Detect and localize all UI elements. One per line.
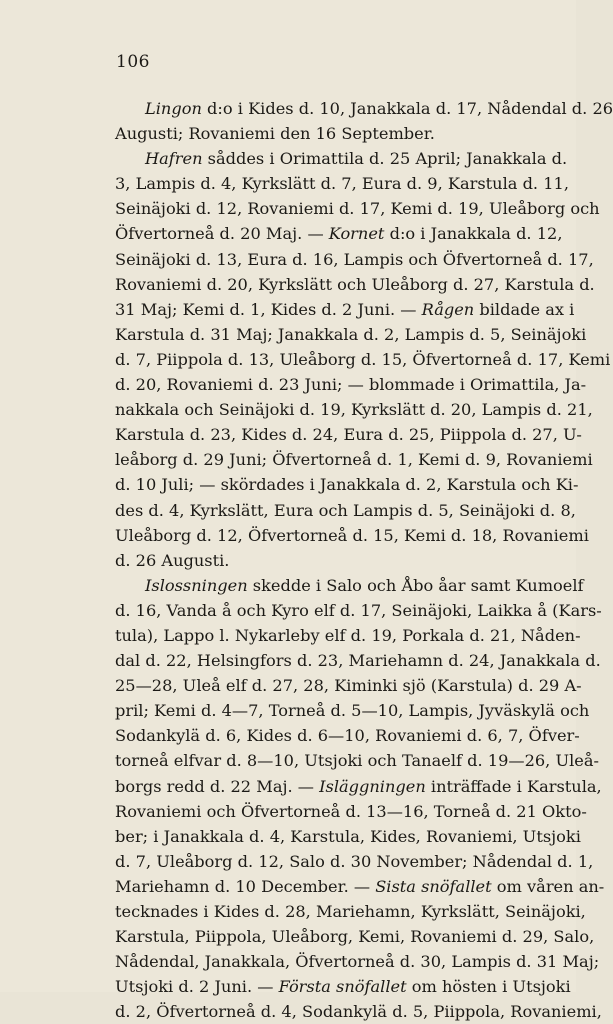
text-run: Utsjoki d. 2 Juni. — — [115, 977, 279, 997]
text-line — [115, 874, 605, 899]
text-line — [115, 372, 587, 397]
text-run: tecknades i Kides d. 28, Mariehamn, Kyrkslätt, Seinäjoki, — [115, 902, 586, 921]
text-run: Rovaniemi och Öfvertorneå d. 13—16, Torneå d. 21 Okto- — [115, 801, 587, 821]
text-run: d. 16, Vanda å och Kyro elf d. 17, Seinäjoki, Laikka å (Kars- — [115, 600, 602, 620]
text-line — [115, 924, 595, 949]
text-line — [115, 447, 593, 472]
italic-heading: Sista snöfallet — [375, 876, 492, 896]
text-run: borgs redd d. 22 Maj. — — [115, 776, 320, 796]
text-run: d:o i Kides d. 10, Janakkala d. 17, Nådendal d. 26 — [201, 99, 613, 118]
text-run: pril; Kemi d. 4—7, Torneå d. 5—10, Lampis, Jyväskylä och — [115, 701, 590, 721]
text-run: Karstula, Piippola, Uleåborg, Kemi, Rovaniemi d. 29, Salo, — [115, 927, 595, 947]
text-line — [115, 949, 600, 974]
text-line — [115, 397, 593, 422]
italic-heading: Första snöfallet — [278, 977, 407, 997]
text-run: Karstula d. 31 Maj; Janakkala d. 2, Lampis d. 5, Seinäjoki — [115, 324, 587, 344]
text-run: d. 26 Augusti. — [115, 550, 230, 570]
text-line — [115, 322, 587, 347]
italic-heading: Kornet — [328, 224, 385, 244]
text-run: 31 Maj; Kemi d. 1, Kides d. 2 Juni. — — [115, 299, 422, 319]
text-line — [115, 221, 563, 246]
text-run: d. 7, Uleåborg d. 12, Salo d. 30 November; Nådendal d. 1, — [115, 851, 594, 871]
text-line — [115, 573, 584, 598]
text-run: såddes i Orimattila d. 25 April; Janakkala d. — [202, 149, 568, 169]
text-line — [115, 121, 557, 146]
page-number: 106 — [116, 52, 150, 72]
text-line — [115, 96, 613, 121]
text-line — [115, 523, 589, 548]
text-line — [115, 849, 594, 874]
text-line — [115, 247, 594, 272]
text-run: Rovaniemi d. 20, Kyrkslätt och Uleåborg d. 27, Karstula d. — [115, 274, 595, 294]
text-run: Seinäjoki d. 12, Rovaniemi d. 17, Kemi d. 19, Uleåborg och — [115, 199, 600, 219]
text-run: torneå elfvar d. 8—10, Utsjoki och Tanaelf d. 19—26, Uleå- — [115, 751, 599, 771]
text-run: Mariehamn d. 10 December. — — [115, 876, 376, 896]
text-run: d. 10 Juli; — skördades i Janakkala d. 2, Karstula och Ki- — [115, 475, 579, 495]
text-run: d. 20, Rovaniemi d. 23 Juni; — blommade i Orimattila, Ja- — [115, 375, 587, 395]
text-run: d:o i Janakkala d. 12, — [384, 224, 563, 244]
text-line — [115, 297, 575, 322]
text-line — [115, 899, 586, 924]
text-run: Augusti; Rovaniemi den 16 September. — [115, 124, 435, 144]
text-line — [115, 598, 602, 623]
text-line — [115, 774, 602, 799]
text-line — [115, 498, 576, 523]
text-run: Sodankylä d. 6, Kides d. 6—10, Rovaniemi d. 6, 7, Öfver- — [115, 726, 580, 746]
text-line — [115, 799, 587, 824]
italic-heading: Rågen — [421, 299, 475, 319]
text-line — [115, 748, 599, 773]
body-text — [115, 96, 613, 1024]
text-run: Seinäjoki d. 13, Eura d. 16, Lampis och Öfvertorneå d. 17, — [115, 249, 594, 269]
text-line — [115, 272, 595, 297]
text-run: tula), Lappo l. Nykarleby elf d. 19, Porkala d. 21, Nåden- — [115, 625, 581, 645]
text-line — [115, 196, 600, 221]
text-line — [115, 548, 557, 573]
text-run: om våren an- — [491, 876, 605, 896]
text-line — [115, 999, 602, 1024]
text-run: Uleåborg d. 12, Öfvertorneå d. 15, Kemi d. 18, Rovaniemi — [115, 525, 589, 545]
text-run: des d. 4, Kyrkslätt, Eura och Lampis d. 5, Seinäjoki d. 8, — [115, 500, 576, 520]
text-run: Nådendal, Janakkala, Öfvertorneå d. 30, Lampis d. 31 Maj; — [115, 952, 600, 972]
italic-heading: Lingon — [145, 99, 202, 118]
text-run: d. 7, Piippola d. 13, Uleåborg d. 15, Öfvertorneå d. 17, Kemi — [115, 349, 611, 369]
text-run: 3, Lampis d. 4, Kyrkslätt d. 7, Eura d. 9, Karstula d. 11, — [115, 174, 569, 194]
text-run: 25—28, Uleå elf d. 27, 28, Kiminki sjö (Karstula) d. 29 A- — [115, 676, 582, 696]
text-run: om hösten i Utsjoki — [406, 977, 571, 997]
italic-heading: Isläggningen — [319, 776, 426, 796]
text-line — [115, 171, 569, 196]
text-line — [115, 698, 590, 723]
text-run: d. 2, Öfvertorneå d. 4, Sodankylä d. 5, Piippola, Rovaniemi, — [115, 1002, 602, 1022]
text-run: nakkala och Seinäjoki d. 19, Kyrkslätt d. 20, Lampis d. 21, — [115, 400, 593, 420]
text-line — [115, 723, 580, 748]
text-run: bildade ax i — [474, 299, 575, 319]
text-line — [115, 472, 579, 497]
text-line — [115, 648, 601, 673]
text-line — [115, 824, 581, 849]
text-run: Öfvertorneå d. 20 Maj. — — [115, 224, 329, 244]
text-run: ber; i Janakkala d. 4, Karstula, Kides, Rovaniemi, Utsjoki — [115, 826, 581, 846]
text-line — [115, 673, 582, 698]
text-line — [115, 623, 581, 648]
text-run: Karstula d. 23, Kides d. 24, Eura d. 25, Piippola d. 27, U- — [115, 425, 582, 445]
text-line — [115, 974, 571, 999]
text-line — [115, 146, 568, 171]
italic-heading: Hafren — [145, 149, 203, 169]
text-line — [115, 347, 611, 372]
text-run: leåborg d. 29 Juni; Öfvertorneå d. 1, Kemi d. 9, Rovaniemi — [115, 450, 593, 470]
text-run: inträffade i Karstula, — [425, 776, 602, 796]
italic-heading: Islossningen — [145, 575, 248, 595]
text-run: dal d. 22, Helsingfors d. 23, Mariehamn d. 24, Janakkala d. — [115, 651, 601, 671]
text-run: skedde i Salo och Åbo åar samt Kumoelf — [247, 575, 584, 595]
text-line — [115, 422, 582, 447]
